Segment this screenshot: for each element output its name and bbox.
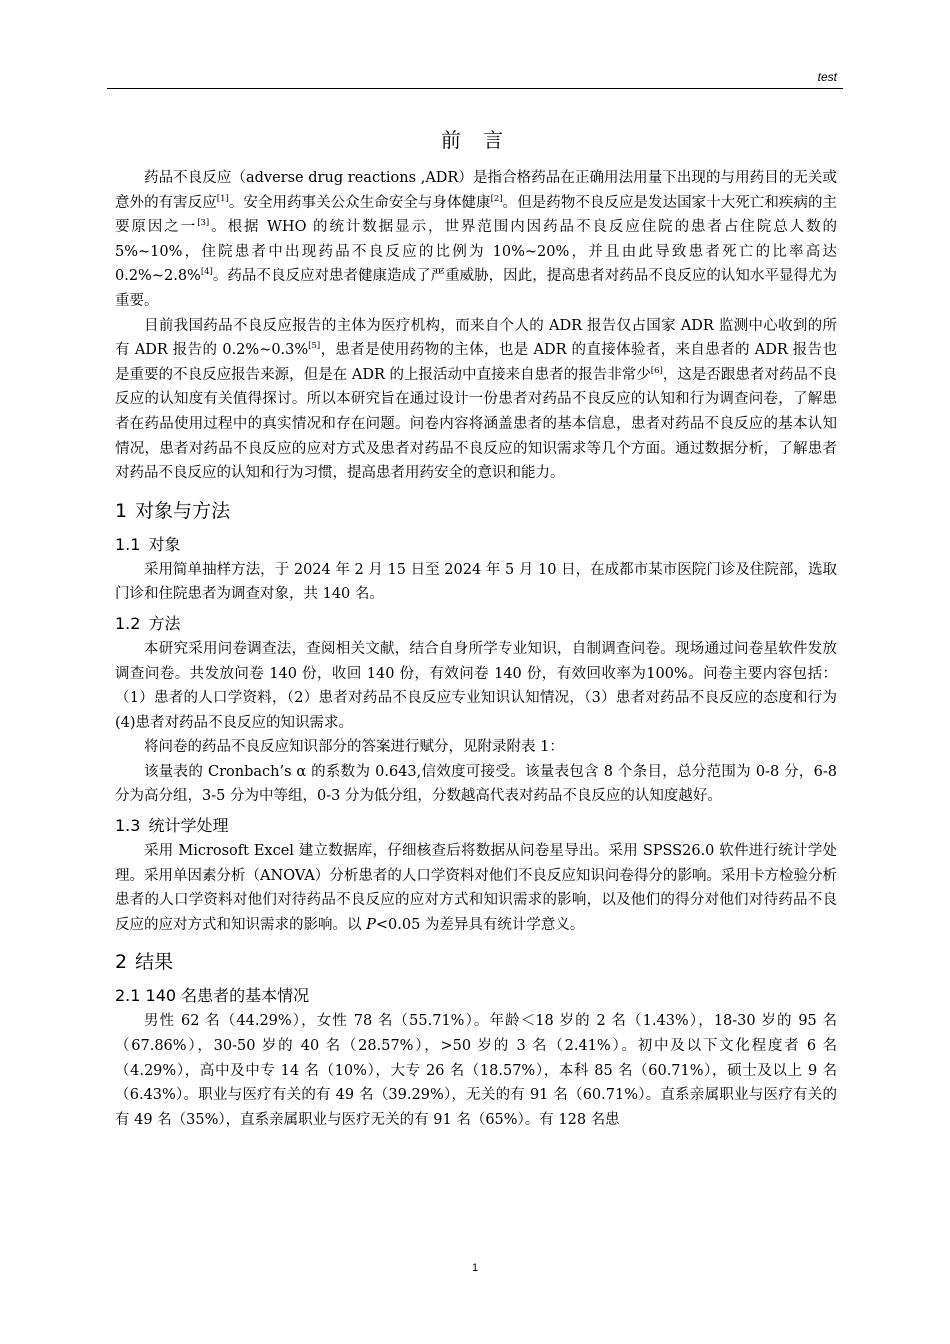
text-run: 。但是药物不良反应是发达国家十大死亡和疾病的主要原因之一 (115, 194, 838, 236)
intro-section (115, 166, 837, 486)
text-run: 。药品不良反应对患者健康造成了严重威胁，因此，提高患者对药品不良反应的认知水平显得尤为重要。 (115, 268, 837, 309)
page-body (115, 122, 837, 1132)
header-rule (107, 88, 843, 89)
subsection-number: 1.3 (115, 816, 141, 836)
subsection-2-1-heading: 2.1 140 名患者的基本情况 (115, 986, 310, 1006)
section-1-heading (115, 496, 837, 526)
paragraph: 该量表的 Cronbach’s α 的系数为 0.643,信效度可接受。该量表包含 8 个条目，总分范围为 0-8 分，6-8 分为高分组，3-5 分为中等组，0-3 分为低分组，分数越高代表对药品不良反应的认知度越好。 (115, 763, 837, 805)
paragraph: 将问卷的药品不良反应知识部分的答案进行赋分，见附录附表 1： (144, 739, 564, 756)
running-header: test (817, 70, 837, 84)
page-number: 1 (471, 1262, 479, 1274)
subsection-1-2-heading (115, 611, 837, 637)
paragraph (115, 839, 837, 937)
subsection-title: 方法 (148, 613, 181, 633)
citation-ref: [4] (200, 267, 213, 278)
text-run: 。根据 WHO 的统计数据显示，世界范围内因药品不良反应住院的患者占住院总人数的 5%~10%，住院患者中出现药品不良反应的比例为 10%~20%，并且由此导致患者死亡的比率高达 0.2%~2.8% (115, 219, 838, 285)
section-2-heading (115, 947, 837, 977)
subsection-number: 1.2 (115, 613, 141, 633)
text-run: ，患者是使用药物的主体，也是 ADR 的直接体验者，来自患者的 ADR 报告也是重要的不良反应报告来源，但是在 ADR 的上报活动中直接来自患者的报告非常少 (115, 342, 837, 383)
p-value-symbol: P (366, 916, 376, 933)
subsection-1-3-heading (115, 813, 837, 839)
citation-ref: [1] (216, 193, 229, 204)
section-number: 2 (115, 951, 128, 974)
preface-title: 前 言 (440, 128, 512, 152)
paragraph: 本研究采用问卷调查法，查阅相关文献，结合自身所学专业知识，自制调查问卷。现场通过问卷星软件发放调查问卷。共发放问卷 140 份，收回 140 份，有效问卷 140 份，有效回收率为100%。问卷主要内容包括：（1）患者的人口学资料，（2）患者对药品不良反应专业知识认知情况，（3）患者对药品不良反应的态度和行为(4)患者对药品不良反应的知识需求。 (115, 640, 837, 731)
paragraph: 采用简单抽样方法，于 2024 年 2 月 15 日至 2024 年 5 月 10 日，在成都市某市医院门诊及住院部，选取门诊和住院患者为调查对象，共 140 名。 (115, 561, 837, 603)
text-run: <0.05 为差异具有统计学意义。 (375, 916, 585, 933)
text-run: 目前我国药品不良反应报告的主体为医疗机构，而来自个人的 ADR 报告仅占国家 ADR 监测中心收到的所有 ADR 报告的 0.2%~0.3% (115, 317, 837, 359)
citation-ref: [5] (308, 341, 321, 352)
section-title: 对象与方法 (135, 499, 231, 522)
subsection-number: 1.1 (115, 534, 141, 554)
intro-paragraph (115, 166, 837, 314)
section-number: 1 (115, 499, 128, 522)
intro-paragraph (115, 314, 837, 486)
text-run: 。安全用药事关公众生命安全与身体健康 (228, 194, 491, 211)
subsection-1-1-heading (115, 532, 837, 558)
text-run: 采用 Microsoft Excel 建立数据库，仔细核查后将数据从问卷星导出。采用 SPSS26.0 软件进行统计学处理。采用单因素分析（ANOVA）分析患者的人口学资料对他们不良反应知识问卷得分的影响。采用卡方检验分析患者的人口学资料对他们对待药品不良反应的应对方式和知识需求的影响，以及他们的得分对他们对待药品不良反应的应对方式和知识需求的影响。以 (115, 843, 837, 933)
text-run: 药品不良反应（adverse drug reactions ,ADR）是指合格药品在正确用法用量下出现的与用药目的无关或意外的有害反应 (115, 170, 837, 211)
subsection-title: 对象 (148, 534, 181, 554)
text-run: ，这是否跟患者对药品不良反应的认知度有关值得探讨。所以本研究旨在通过设计一份患者对药品不良反应的认知和行为调查问卷，了解患者在药品使用过程中的真实情况和存在问题。问卷内容将涵盖患者的基本信息，患者对药品不良反应的基本认知情况，患者对药品不良反应的应对方式及患者对药品不良反应的知识需求等几个方面。通过数据分析，了解患者对药品不良反应的认知和行为习惯，提高患者用药安全的意识和能力。 (115, 366, 838, 482)
subsection-title: 统计学处理 (148, 816, 229, 836)
citation-ref: [3] (197, 218, 210, 229)
citation-ref: [6] (650, 365, 663, 376)
citation-ref: [2] (490, 193, 503, 204)
paragraph: 男性 62 名（44.29%），女性 78 名（55.71%）。年龄＜18 岁的 2 名（1.43%），18-30 岁的 95 名（67.86%），30-50 岁的 40 名（28.57%），>50 岁的 3 名（2.41%）。初中及以下文化程度者 6 名（4.29%），高中及中专 14 名（10%），大专 26 名（18.57%），本科 85 名（60.71%），硕士及以上 9 名（6.43%）。职业与医疗有关的有 49 名（39.29%），无关的有 91 名（60.71%）。直系亲属职业与医疗有关的有 49 名（35%），直系亲属职业与医疗无关的有 91 名（65%）。有 128 名患 (115, 1013, 838, 1128)
section-title: 结果 (135, 951, 174, 974)
